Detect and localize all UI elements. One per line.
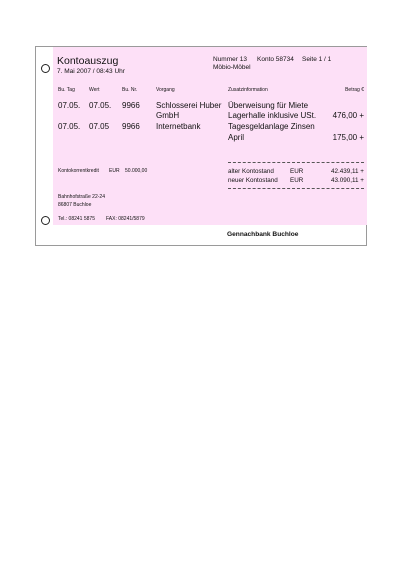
old-balance-value: 42.439,11 + bbox=[331, 168, 364, 175]
summary-bottom-divider bbox=[228, 188, 364, 189]
column-header-bu-tag: Bu. Tag bbox=[58, 87, 75, 93]
row-2-bu-nr: 9966 bbox=[122, 122, 140, 131]
summary-top-divider bbox=[228, 162, 364, 163]
row-1-bu-tag: 07.05. bbox=[58, 101, 81, 110]
page-indicator: Seite 1 / 1 bbox=[302, 56, 332, 63]
row-1-wert: 07.05. bbox=[89, 101, 112, 110]
row-1-bu-nr: 9966 bbox=[122, 101, 140, 110]
row-1-zusatz: Überweisung für Miete bbox=[228, 101, 309, 110]
row-2-bu-tag: 07.05. bbox=[58, 122, 81, 131]
bank-statement-card bbox=[35, 46, 367, 246]
row-1-vorgang-cont: GmbH bbox=[156, 111, 180, 120]
row-2-vorgang: Internetbank bbox=[156, 122, 201, 131]
credit-value: 50.000,00 bbox=[125, 168, 148, 174]
statement-date-time: 7. Mai 2007 / 08:43 Uhr bbox=[57, 68, 125, 75]
row-1-vorgang: Schlosserei Huber bbox=[156, 101, 222, 110]
row-2-wert: 07.05 bbox=[89, 122, 110, 131]
address-city: 86807 Buchloe bbox=[58, 202, 92, 208]
new-balance-value: 43.090,11 + bbox=[331, 177, 364, 184]
credit-label: Kontokorrentkredit bbox=[58, 168, 99, 174]
new-balance-currency: EUR bbox=[290, 177, 304, 184]
credit-currency: EUR bbox=[109, 168, 120, 174]
bank-name: Gennachbank Buchloe bbox=[227, 231, 299, 238]
row-2-zusatz-cont: April bbox=[228, 133, 245, 142]
phone-number: Tel.: 08241 5875 bbox=[58, 216, 95, 222]
old-balance-currency: EUR bbox=[290, 168, 304, 175]
old-balance-label: alter Kontostand bbox=[228, 168, 274, 175]
account-number: Konto 58734 bbox=[257, 56, 294, 63]
row-2-zusatz: Tagesgeldanlage Zinsen bbox=[228, 122, 315, 131]
row-2-betrag: 175,00 + bbox=[332, 133, 364, 142]
punch-hole-icon bbox=[41, 216, 50, 225]
account-holder: Möbio-Möbel bbox=[213, 64, 251, 71]
row-1-betrag: 476,00 + bbox=[332, 111, 364, 120]
address-street: Bahnhofstraße 22-24 bbox=[58, 194, 105, 200]
column-header-wert: Wert bbox=[89, 87, 100, 93]
column-header-zusatzinformation: Zusatzinformation bbox=[228, 87, 268, 93]
new-balance-label: neuer Kontostand bbox=[228, 177, 278, 184]
row-1-zusatz-cont: Lagerhalle inklusive USt. bbox=[228, 111, 317, 120]
statement-number: Nummer 13 bbox=[213, 56, 247, 63]
fax-number: FAX: 08241/5879 bbox=[106, 216, 145, 222]
column-header-bu-nr: Bu. Nr. bbox=[122, 87, 138, 93]
statement-title: Kontoauszug bbox=[57, 55, 119, 67]
column-header-vorgang: Vorgang bbox=[156, 87, 175, 93]
punch-hole-icon bbox=[41, 64, 50, 73]
column-header-betrag: Betrag € bbox=[345, 87, 364, 93]
